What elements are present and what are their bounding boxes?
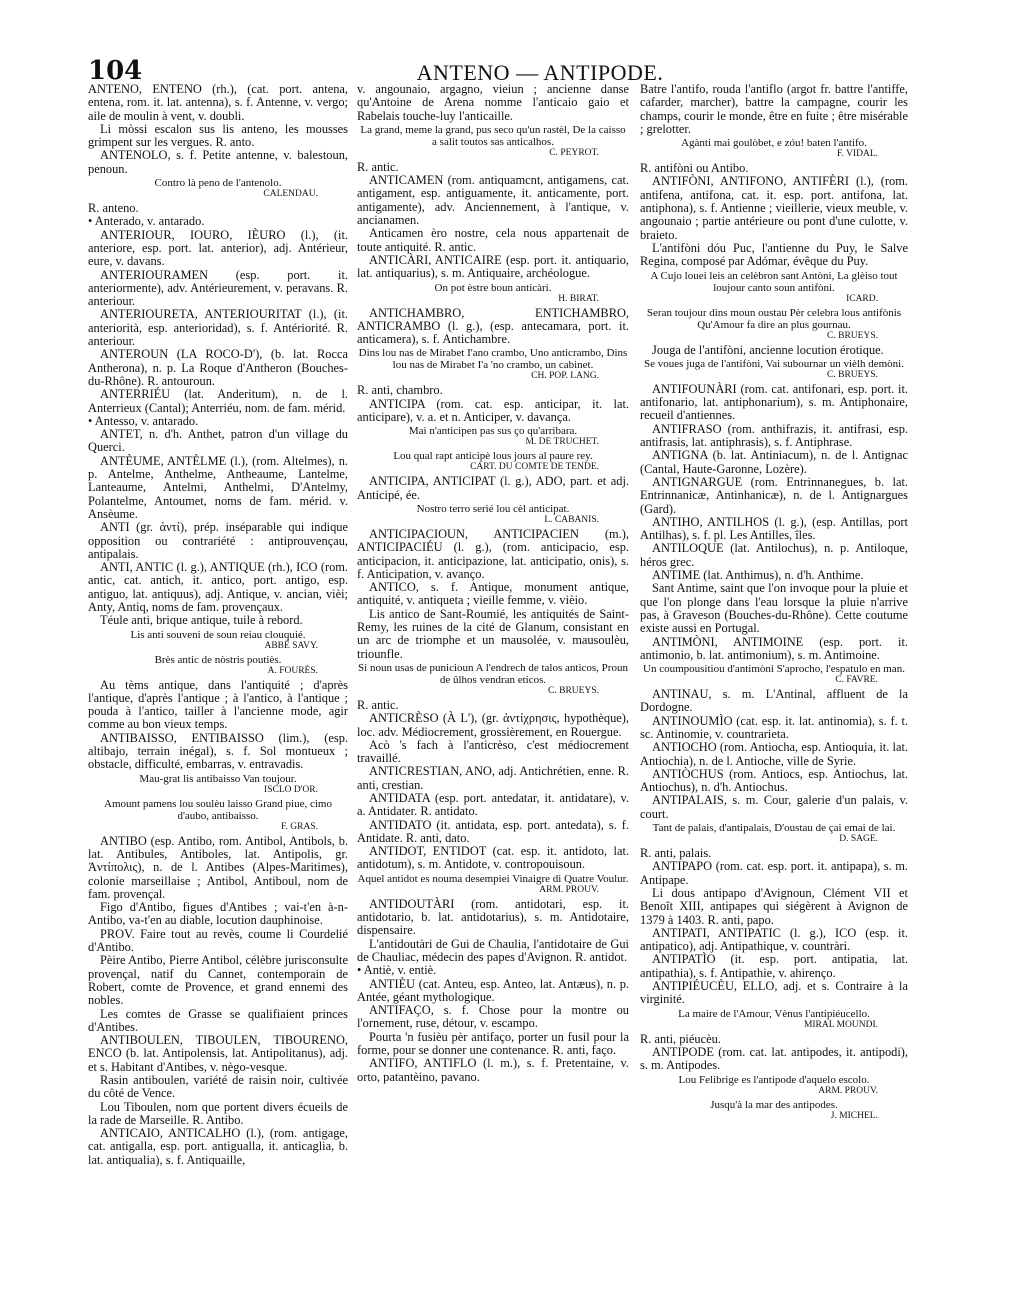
quotation: Se voues juga de l'antifòni, Vai subournar un vièlh demòni.: [644, 357, 904, 370]
dictionary-entry: ANTI (gr. ἀντί), prép. inséparable qui indique opposition ou contrariété : antiprouvençau, antipalais.: [88, 520, 348, 561]
dictionary-entry: ANTINAU, s. m. L'Antinal, affluent de la Dordogne.: [640, 687, 908, 715]
quotation: Mai n'anticipen pas sus ço qu'arribara.: [408, 425, 578, 438]
dictionary-entry: ANTIBO (esp. Antibo, rom. Antibol, Antibols, b. lat. Antibules, Antiboles, lat. Antipolis, gr. Ἀντίπολις), n. de l. Antibes (Alpes-Maritimes), colonie marseillaise ; Antibol, Antiboul, nom de fam. provençal.: [88, 833, 348, 901]
quotation: Brès antic de nòstris poutiès.: [154, 653, 282, 666]
dictionary-entry: ANTICO, s. f. Antique, monument antique, antiquité, v. antiqueta ; vieille femme, v. vièio.: [357, 580, 629, 608]
quotation: Si noun usas de punicioun A l'endrech de talos anticos, Proun de ûlhos vendran eticos.: [358, 661, 628, 686]
page-number: 104: [88, 56, 143, 86]
quotation-author: M. DE TRUCHET.: [525, 437, 599, 448]
quotation: La maire de l'Amour, Vènus l'antipiéucello.: [678, 1007, 870, 1020]
quotation: On pot èstre boun anticàri.: [434, 281, 552, 294]
quotation-author: ARM. PROUV.: [818, 1085, 878, 1096]
dictionary-entry: ANTICRESTIAN, ANO, adj. Antichrétien, enne. R. anti, crestian.: [357, 764, 629, 792]
quotation: Aquel antidot es nouma desempiei Vinaigre di Quatre Voulur.: [357, 872, 629, 885]
dictionary-entry: L'antifòni dóu Puc, l'antienne du Puy, le Salve Regina, composé par Adómar, évêque du Puy.: [640, 240, 908, 269]
dictionary-entry: ANTERIOURETA, ANTERIOURITAT (l.), (it. anteriorità, esp. anterioridad), s. f. Antériorité. R. anteriour.: [88, 307, 348, 349]
dictionary-entry: ANTIPIÉUCÈU, ELLO, adj. et s. Contraire à la virginité.: [640, 979, 908, 1007]
dictionary-entry: Acò 's fach à l'anticrèso, c'est médiocrement travaillé.: [357, 737, 629, 766]
quotation: Seran toujour dins moun oustau Pèr celebra lous antifònis Qu'Amour fa dire an plus gournau.: [646, 306, 902, 331]
dictionary-entry: Li mòssi escalon sus lis anteno, les mousses grimpent sur les vergues. R. anto.: [88, 121, 348, 150]
dictionary-entry: Au tèms antique, dans l'antiquité ; d'après l'antique, d'après l'antique ; à l'antico, à l'antique ; pouda à l'antico, tailler à l'ancienne mode, agir comme au bon vieux temps.: [88, 677, 348, 732]
dictionary-entry: ANTIFO, ANTIFLO (l. m.), s. f. Pretentaine, v. orto, patantèino, pavano.: [357, 1056, 629, 1084]
dictionary-entry: ANTICRÈSO (À L'), (gr. ἀντίχρησις, hypothèque), loc. adv. Médiocrement, grossièrement, en Rouergue.: [357, 711, 629, 739]
dictionary-entry: ANTIDOUTÀRI (rom. antidotari, esp. it. antidotario, b. lat. antidotarius), s. m. Antidotaire, dispensaire.: [357, 896, 629, 938]
dictionary-entry: R. antic.: [357, 697, 399, 712]
quotation: A Cujo louei leis an celèbron sant Antòni, La glèiso tout loujour canto soun antifòni.: [650, 269, 898, 294]
dictionary-entry: ANTINOUMÌO (cat. esp. it. lat. antinomia), s. f. t. sc. Antinomie, v. countrarieta.: [640, 713, 908, 741]
dictionary-entry: ANTIFRASO (rom. anthifrazis, it. antifrasi, esp. antifrasis, lat. antiphrasis), s. f. Antiphrase.: [640, 421, 908, 450]
column-middle: [357, 83, 629, 1293]
dictionary-entry: Sant Antime, saint que l'on invoque pour la pluie et que l'on plonge dans l'eau lorsque la pluie n'arrive pas, à Graveson (Bouches-du-Rhône). Cette coutume existe aussi en Portugal.: [640, 581, 908, 636]
dictionary-entry: ANTIPATÌO (it. esp. port. antipatia, lat. antipathia), s. f. Antipathie, v. ahirenço.: [640, 952, 908, 980]
dictionary-entry: ANTIDOT, ENTIDOT (cat. esp. it. antidoto, lat. antidotum), s. m. Antidote, v. contropouisoun.: [357, 844, 629, 872]
quotation: Lis anti souveni de soun reiau clouquié.: [130, 628, 306, 641]
dictionary-entry: ANTIFAÇO, s. f. Chose pour la montre ou l'ornement, ruse, détour, v. escampo.: [357, 1003, 629, 1031]
quotation: Jusqu'à la mar des antipodes.: [710, 1098, 838, 1111]
quotation-author: C. BRUEYS.: [548, 685, 599, 696]
dictionary-entry: ANTICAIO, ANTICALHO (l.), (rom. antigage, cat. antigalla, esp. port. antigualla, it. anticaglia, b. lat. antiqualia), s. f. Antiquaille,: [88, 1126, 348, 1167]
quotation-author: ARM. PROUV.: [539, 884, 599, 895]
quotation-author: CART. DU COMTE DE TENDE.: [470, 462, 599, 473]
dictionary-entry: ANTIPATI, ANTIPATIC (l. g.), ICO (esp. it. antipatico), adj. Antipathique, v. countràri.: [640, 925, 908, 954]
dictionary-entry: ANTENOLO, s. f. Petite antenne, v. balestoun, penoun.: [88, 148, 348, 176]
quotation: Nostro terro serié lou cèl anticipat.: [416, 502, 570, 515]
dictionary-entry: ANTERIOURAMEN (esp. port. it. anteriormente), adv. Antérieurement, v. peravans. R. anteriour.: [88, 267, 348, 309]
dictionary-entry: ANTET, n. d'h. Anthet, patron d'un village du Querci.: [88, 427, 348, 455]
dictionary-entry: • Antesso, v. antarado.: [88, 413, 199, 428]
dictionary-entry: Les comtes de Grasse se qualifiaient princes d'Antibes.: [88, 1006, 348, 1034]
dictionary-entry: ANTERIOUR, IOURO, IÈURO (l.), (it. anteriore, esp. port. lat. anterior), adj. Antérieur, eure, v. davans.: [88, 227, 348, 269]
quotation-author: ICARD.: [846, 293, 878, 304]
quotation-author: H. BIRAT.: [558, 293, 599, 304]
quotation: La grand, meme la grand, pus seco qu'un rastèl, De la caisso a salit toutos sas anticalhos.: [360, 123, 626, 148]
dictionary-entry: Pèire Antibo, Pierre Antibol, célèbre jurisconsulte provençal, natif du Cannet, contemporain de Robert, comte de Provence, et grand ennemi des nobles.: [88, 953, 348, 1008]
dictionary-entry: Batre l'antifo, rouda l'antiflo (argot fr. battre l'antiffe, cafarder, marcher), battre la campagne, courir les champs, courir le monde, être en fuite ; être misérable ; grelotter.: [640, 83, 908, 136]
quotation: Dins lou nas de Mirabet I'ano crambo, Uno anticrambo, Dins lou nas de Mirabet I'a 'no crambo, un cabinet.: [358, 347, 628, 372]
dictionary-entry: • Antiè, v. entiè.: [357, 963, 437, 978]
quotation: Un coumpousitiou d'antimòni S'aprocho, l'espatulo en man.: [643, 663, 905, 676]
dictionary-entry: ANTICAMEN (rom. antiquamcnt, antigamens, cat. antigament, esp. antiguamente, it. anticamente, port. antigamente), adv. Anciennement, à l'antique, v. ancianamen.: [357, 173, 629, 228]
dictionary-entry: ANTIFOUNÀRI (rom. cat. antifonari, esp. port. it. antifonario, lat. antiphonarium), s. m. Antiphonaire, recueil d'antiennes.: [640, 381, 908, 423]
dictionary-entry: R. anti, palais.: [640, 846, 712, 861]
dictionary-entry: ANTILOQUE (lat. Antilochus), n. p. Antiloque, héros grec.: [640, 541, 908, 569]
quotation-author: F. VIDAL.: [836, 149, 878, 160]
dictionary-entry: ANTIDATO (it. antidata, esp. port. antedata), s. f. Antidate. R. anti, dato.: [357, 817, 629, 845]
quotation-author: CH. POP. LANG.: [531, 371, 599, 382]
dictionary-entry: ANTEROUN (LA ROCO-D'), (b. lat. Rocca Antherona), n. p. La Roque d'Antheron (Bouches-du-Rhône). R. antouroun.: [88, 347, 348, 388]
quotation: Agànti mai goulòbet, e zóu! baten l'antifo.: [681, 137, 867, 150]
dictionary-entry: R. antifòni ou Antibo.: [640, 161, 749, 176]
quotation: Contro là peno de l'antenolo.: [154, 177, 282, 190]
dictionary-entry: ANTIOCHO (rom. Antiocha, esp. Antioquia, it. lat. Antiochia), n. de l. Antioche, ville de Syrie.: [640, 740, 908, 768]
quotation-author: CALENDAU.: [263, 189, 318, 200]
dictionary-entry: L'antidoutàri de Gui de Chaulia, l'antidotaire de Gui de Chauliac, médecin des papes d'Avignon. R. antidot.: [357, 936, 629, 964]
dictionary-entry: R. anteno.: [88, 201, 139, 216]
dictionary-entry: PROV. Faire tout au revès, coume li Courdelié d'Antibo.: [88, 926, 348, 955]
dictionary-entry: Anticamen èro nostre, cela nous appartenait de toute antiquité. R. antic.: [357, 226, 629, 254]
quotation-author: MIRAL MOUNDI.: [803, 1019, 878, 1030]
quotation-author: L. CABANIS.: [544, 514, 599, 525]
quotation-author: C. PEYROT.: [549, 147, 599, 158]
dictionary-entry: ANTIPAPO (rom. cat. esp. port. it. antipapa), s. m. Antipape.: [640, 859, 908, 887]
quotation-author: ABBÉ SAVY.: [264, 640, 318, 651]
dictionary-entry: ANTICIPACIOUN, ANTICIPACIEN (m.), ANTICIPACIÉU (l. g.), (rom. anticipacio, esp. anticipacion, it. anticipazione, lat. anticipatio, onis), s. f. Anticipation, v. avanço.: [357, 526, 629, 581]
quotation: Amount pamens lou soulèu laisso Grand piue, cimo d'aubo, antibaisso.: [104, 797, 332, 822]
dictionary-entry: Figo d'Antibo, figues d'Antibes ; vai-t'en à-n-Antibo, va-t'en au diable, locution dauphinoise.: [88, 900, 348, 928]
dictionary-entry: ANTI, ANTIC (l. g.), ANTIQUE (rh.), ICO (rom. antic, cat. antich, it. antico, port. antigo, esp. antiguo, lat. antiquus), adj. Antique, v. ancian, vièi; Anty, Antiq, noms de fam. provençaux.: [88, 560, 348, 614]
dictionary-entry: • Anterado, v. antarado.: [88, 214, 205, 229]
dictionary-entry: ANTICÀRI, ANTICAIRE (esp. port. it. antiquario, lat. antiquarius), s. m. Antiquaire, archéologue.: [357, 252, 629, 281]
dictionary-entry: ANTIDATA (esp. port. antedatar, it. antidatare), v. a. Antidater. R. antidato.: [357, 790, 629, 819]
dictionary-entry: Lis antico de Sant-Roumié, les antiquités de Saint-Remy, les ruines de la cité de Glanum, consistant en un arc de triomphe et un mausolée, v. mausoulèu, triounfle.: [357, 606, 629, 661]
dictionary-entry: ANTICIPA, ANTICIPAT (l. g.), ADO, part. et adj. Anticipé, ée.: [357, 474, 629, 502]
dictionary-entry: Rasin antiboulen, variété de raisin noir, cultivée du côté de Vence.: [88, 1073, 348, 1101]
dictionary-entry: Li dous antipapo d'Avignoun, Clément VII et Benoît XIII, antipapes qui siégèrent à Avignon de 1379 à 1403. R. anti, papo.: [640, 885, 908, 927]
dictionary-entry: ANTIME (lat. Anthimus), n. d'h. Anthime.: [652, 568, 864, 583]
quotation: Mau-grat lis antibaisso Van toujour.: [139, 772, 297, 785]
column-left: [88, 83, 348, 1293]
quotation-author: F. GRAS.: [281, 821, 318, 832]
dictionary-entry: ANTIBOULEN, TIBOULEN, TIBOURENO, ENCO (b. lat. Antipolensis, lat. Antipolitanus), adj. et s. Habitant d'Antibes, v. nègo-vesque.: [88, 1033, 348, 1074]
quotation-author: C. BRUEYS.: [827, 369, 878, 380]
running-head: ANTENO — ANTIPODE.: [416, 60, 664, 85]
dictionary-entry: ANTIPODE (rom. cat. lat. antipodes, it. antipodi), s. m. Antipodes.: [640, 1044, 908, 1073]
quotation-author: C. BRUEYS.: [827, 330, 878, 341]
dictionary-entry: ANTIPALAIS, s. m. Cour, galerie d'un palais, v. court.: [640, 793, 908, 821]
quotation-author: C. FAVRE.: [835, 675, 878, 686]
quotation-author: J. MICHEL.: [830, 1110, 878, 1121]
dictionary-entry: ANTIHO, ANTILHOS (l. g.), (esp. Antillas, port Antilhas), s. f. pl. Les Antilles, îles.: [640, 514, 908, 543]
dictionary-entry: Téule anti, brique antique, tuile à rebord.: [100, 613, 303, 628]
dictionary-entry: ANTIFÒNI, ANTIFONO, ANTIFÈRI (l.), (rom. antifena, antifona, cat. it. esp. port. antifona, lat. antiphona), s. f. Antienne ; vieillerie, vieux meuble, v. angounaio ; partie antérieure ou pont d'une culotte, v. braieto.: [640, 174, 908, 242]
dictionary-entry: ANTICHAMBRO, ENTICHAMBRO, ANTICRAMBO (l. g.), (esp. antecamara, port. it. anticamera), s. f. Antichambre.: [357, 305, 629, 347]
dictionary-entry: ANTIGNARGUE (rom. Entrinnanegues, b. lat. Entrinnanicæ, Antinhanicæ), n. de l. Antignargues (Gard).: [640, 474, 908, 516]
quotation: Tant de palais, d'antipalais, D'oustau de çai emai de lai.: [652, 822, 896, 835]
dictionary-entry: Lou Tiboulen, nom que portent divers écueils de la rade de Marseille. R. Antibo.: [88, 1099, 348, 1127]
quotation-author: ISCLO D'OR.: [264, 784, 318, 795]
dictionary-entry: Pourta 'n fusièu pèr antifaço, porter un fusil pour la forme, pour se donner une contenance. R. anti, faço.: [357, 1029, 629, 1058]
dictionary-entry: ANTIGNA (b. lat. Antiniacum), n. de l. Antignac (Cantal, Haute-Garonne, Lozère).: [640, 448, 908, 476]
dictionary-entry: ANTIÈU (cat. Anteu, esp. Anteo, lat. Antæus), n. p. Antée, géant mythologique.: [357, 976, 629, 1004]
dictionary-entry: R. anti, chambro.: [357, 383, 443, 398]
dictionary-entry: R. antic.: [357, 159, 399, 174]
dictionary-entry: ANTIBAISSO, ENTIBAISSO (lim.), (esp. altibajo, terrain inégal), s. f. Sol montueux ; obstacle, difficulté, embarras, v. entravadis.: [88, 730, 348, 772]
dictionary-entry: ANTÈUME, ANTÈLME (l.), (rom. Altelmes), n. p. Antelme, Anthelme, Antheaume, Lantelme, Lanteaume, Antelmi, Anthelmi, D'Antelmy, Polantelme, Antoumet, noms de fam. mérid. v. Ansèume.: [88, 453, 348, 521]
dictionary-entry: ANTICIPA (rom. cat. esp. anticipar, it. lat. anticipare), v. a. et n. Anticiper, v. davança.: [357, 396, 629, 425]
dictionary-entry: R. anti, piéucèu.: [640, 1031, 721, 1046]
dictionary-entry: ANTERRIÉU (lat. Anderitum), n. de l. Anterrieux (Cantal); Anterriéu, nom. de fam. mérid.: [88, 387, 348, 415]
quotation: Lou Felibrige es l'antipode d'aquelo escolo.: [678, 1073, 870, 1086]
dictionary-entry: v. angounaio, argagno, vieiun ; ancienne danse qu'Antoine de Arena nomme l'anticaio gaio et Rabelais touche-luy l'anticaille.: [357, 83, 629, 123]
dictionary-entry: ANTENO, ENTENO (rh.), (cat. port. antena, entena, rom. it. lat. antenna), s. f. Antenne, v. vergo; aile de moulin à vent, v. doubli.: [88, 83, 348, 123]
dictionary-entry: ANTIMÒNI, ANTIMOINE (esp. port. it. antimonio, b. lat. antimonium), s. m. Antimoine.: [640, 634, 908, 662]
quotation: Lou qual rapt anticipè lous jours al paure rey.: [393, 450, 593, 463]
dictionary-entry: Jouga de l'antifòni, ancienne locution érotique.: [652, 342, 884, 357]
column-right: [640, 83, 908, 1293]
quotation-author: A. FOURÈS.: [267, 665, 318, 676]
quotation-author: D. SAGE.: [839, 834, 878, 845]
dictionary-entry: ANTIÒCHUS (rom. Antiocs, esp. Antiochus, lat. Antiochus), n. d'h. Antiochus.: [640, 766, 908, 795]
